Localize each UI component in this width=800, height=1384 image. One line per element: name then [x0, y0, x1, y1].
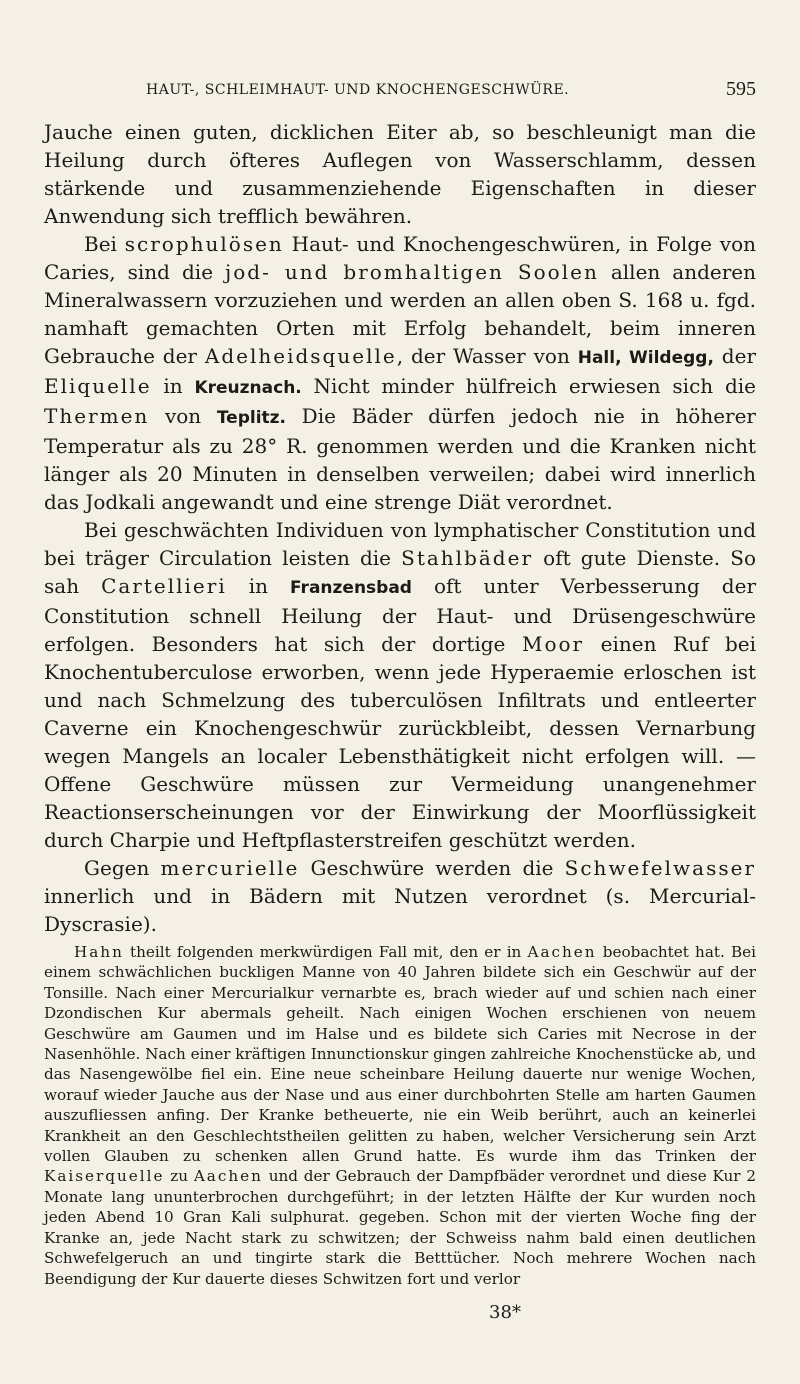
- body-text: [44, 118, 756, 1289]
- running-head: HAUT-, SCHLEIMHAUT- UND KNOCHENGESCHWÜRE.: [146, 82, 570, 98]
- p2-spaced-eliquelle: Eliquelle: [44, 374, 152, 398]
- case-report-small-print: [44, 942, 756, 1289]
- paragraph-3: [44, 516, 756, 854]
- p3-spaced-stahlbaeder: Stahlbäder: [401, 546, 534, 570]
- p3-text-g: oft unter Verbesserung der Constitution schnell Heilung der Haut- und Drüsengeschwüre erfolgen. Besonders hat sich der dortige: [44, 574, 757, 656]
- p2-spaced-thermen: Thermen: [44, 404, 150, 428]
- p2-text-e: allen anderen Mineralwassern vorzuziehen und werden an allen oben S. 168 u. fgd. namhaft gemachten Orten mit Erfolg behandelt, beim inneren Gebrauche der: [44, 260, 757, 368]
- p4-spaced-mercurielle: mercurielle: [160, 856, 300, 880]
- p3-text-c: oft gute Dienste. So sah: [44, 546, 756, 598]
- p5-text-b: theilt folgenden merkwürdigen Fall mit, den er in: [123, 943, 528, 961]
- p2-text-m: Nicht minder hülfreich erwiesen sich die: [301, 374, 756, 398]
- p2-text-g: , der Wasser von: [396, 344, 578, 368]
- p3-place-franzensbad: Franzensbad: [290, 578, 412, 598]
- p2-text-k: in: [151, 374, 195, 398]
- page-number: 595: [726, 78, 756, 100]
- p2-place-hall-wildegg: Hall, Wildegg,: [577, 348, 714, 368]
- p5-spaced-kaiserquelle: Kaiserquelle: [44, 1167, 165, 1186]
- p2-text-a: Bei: [84, 232, 125, 256]
- p4-text-e: innerlich und in Bädern mit Nutzen verordnet (s. Mercurial-Dyscrasie).: [44, 884, 756, 936]
- p2-place-teplitz: Teplitz.: [216, 408, 287, 428]
- paragraph-5: [44, 942, 756, 1289]
- p3-spaced-cartellieri: Cartellieri: [101, 574, 227, 598]
- p5-text-h: und der Gebrauch der Dampfbäder verordnet und diese Kur 2 Monate lang ununterbrochen durchgeführt; in der letzten Hälfte der Kur wurden noch jeden Abend 10 Gran Kali sulphurat. gegeben. Schon mit der vierten Woche fing der Kranke an, jede Nacht stark zu schwitzen; der Schweiss nahm bald einen deutlichen Schwefelgeruch an und tingirte stark die Betttücher. Noch mehrere Wochen nach Beendigung der Kur dauerte dieses Schwitzen fort und verlor: [44, 1167, 756, 1288]
- p5-spaced-hahn: Hahn: [74, 943, 124, 961]
- p2-text-q: Die Bäder dürfen jedoch nie in höherer Temperatur als zu 28° R. genommen werden und die Kranken nicht länger als 20 Minuten in denselben verweilen; dabei wird innerlich das Jodkali angewandt und eine strenge Diät verordnet.: [44, 404, 756, 514]
- p4-text-a: Gegen: [84, 856, 161, 880]
- p3-text-a: Bei geschwächten Individuen von lymphatischer Constitution und bei träger Circulation leisten die: [44, 518, 756, 570]
- p2-text-c: Haut- und Knochengeschwüren, in Folge von Caries, sind die: [44, 232, 757, 284]
- paragraph-2: [44, 230, 756, 516]
- p3-text-i: einen Ruf bei Knochentuberculose erworben, wenn jede Hyperaemie erloschen ist und nach Schmelzung des tuberculösen Infiltrats und entleerter Caverne ein Knochengeschwür zurückbleibt, dessen Vernarbung wegen Mangels an localer Lebensthätigkeit nicht erfolgen will. — Offene Geschwüre müssen zur Vermeidung unangenehmer Reactionserscheinungen vor der Einwirkung der Moorflüssigkeit durch Charpie und Heftpflasterstreifen geschützt werden.: [44, 632, 757, 852]
- p2-text-i: der: [713, 344, 756, 368]
- p5-spaced-aachen-2: Aachen: [193, 1167, 263, 1186]
- p3-spaced-moor: Moor: [521, 632, 585, 656]
- p2-spaced-adelheidsquelle: Adelheidsquelle: [204, 344, 397, 368]
- p4-text-c: Geschwüre werden die: [299, 856, 565, 880]
- p2-spaced-soolen: jod- und bromhaltigen Soolen: [225, 260, 599, 284]
- p3-text-e: in: [226, 574, 291, 598]
- p2-text-o: von: [149, 404, 217, 428]
- paragraph-1: [44, 118, 756, 230]
- page-header: [44, 78, 756, 110]
- paragraph-1-text: Jauche einen guten, dicklichen Eiter ab, so beschleunigt man die Heilung durch öfteres Auflegen von Wasserschlamm, dessen stärkende und zusammenziehende Eigenschaften in dieser Anwendung sich trefflich bewähren.: [44, 120, 756, 228]
- p4-spaced-schwefelwasser: Schwefelwasser: [564, 856, 756, 880]
- paragraph-4: [44, 854, 756, 938]
- p5-text-d: beobachtet hat. Bei einem schwächlichen buckligen Manne von 40 Jahren bildete sich ein Geschwür auf der Tonsille. Nach einer Mercurialkur vernarbte es, brach wieder auf und schien nach einer Dzondischen Kur abermals geheilt. Nach einigen Wochen erschienen von neuem Geschwüre am Gaumen und im Halse und es bildete sich Caries mit Necrose in der Nasenhöhle. Nach einer kräftigen Innunctionskur gingen zahlreiche Knochenstücke ab, und das Nasengewölbe fiel ein. Eine neue scheinbare Heilung dauerte nur wenige Wochen, worauf wieder Jauche aus der Nase und aus einer durchbohrten Stelle am harten Gaumen auszufliessen anfing. Der Kranke betheuerte, nie ein Weib berührt, auch an keinerlei Krankheit an den Geschlechtstheilen gelitten zu haben, welcher Versicherung sein Arzt vollen Glauben zu schenken allen Grund hatte. Es wurde ihm das Trinken der: [44, 943, 756, 1166]
- p2-place-kreuznach: Kreuznach.: [194, 378, 302, 398]
- p5-spaced-aachen: Aachen: [527, 943, 597, 961]
- p5-text-f: zu: [164, 1167, 194, 1186]
- signature-mark: 38*: [489, 1302, 521, 1323]
- p2-spaced-scrophuloesen: scrophulösen: [124, 232, 284, 256]
